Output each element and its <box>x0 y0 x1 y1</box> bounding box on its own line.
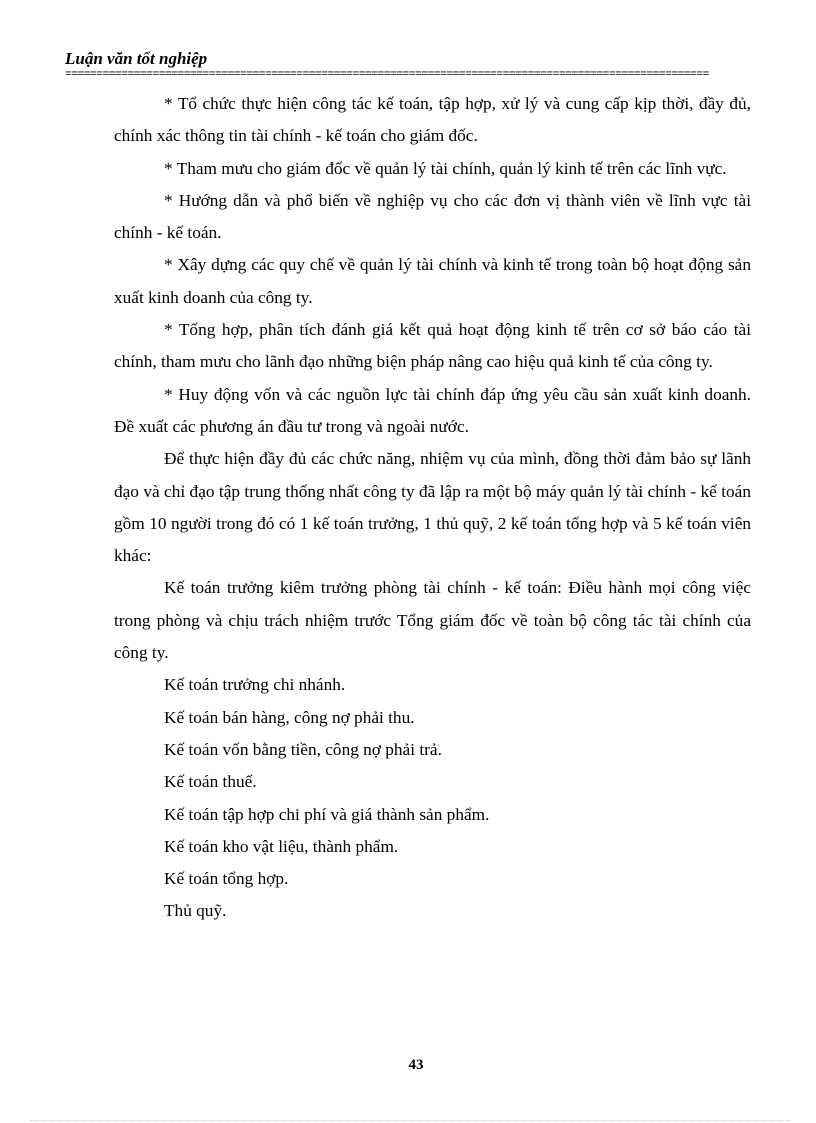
header-rule: ======================================================================================================= <box>65 69 709 81</box>
page-number: 43 <box>408 1057 424 1073</box>
page-header-title: Luận văn tốt nghiệp <box>65 49 208 68</box>
list-item: Kế toán tổng hợp. <box>164 869 289 889</box>
paragraph: * Tổ chức thực hiện công tác kế toán, tập hợp, xử lý và cung cấp kịp thời, đầy đủ, chính xác thông tin tài chính - kế toán cho giám đốc. <box>114 94 751 146</box>
list-item: Thủ quỹ. <box>164 901 227 921</box>
paragraph: * Hướng dẫn và phổ biến về nghiệp vụ cho các đơn vị thành viên về lĩnh vực tài chính - kế toán. <box>114 190 751 243</box>
list-item: Kế toán thuế. <box>164 772 257 792</box>
list-item: Kế toán trưởng chi nhánh. <box>164 675 346 695</box>
list-item: Kế toán vốn bằng tiền, công nợ phải trả. <box>164 739 442 759</box>
paragraph: * Tổng hợp, phân tích đánh giá kết quả hoạt động kinh tế trên cơ sở báo cáo tài chính, tham mưu cho lãnh đạo những biện pháp nâng cao hiệu quả kinh tế của công ty. <box>114 320 751 372</box>
body-text <box>114 88 751 928</box>
paragraph: * Tham mưu cho giám đốc về quản lý tài chính, quản lý kinh tế trên các lĩnh vực. <box>164 158 727 178</box>
bottom-border <box>30 1120 790 1121</box>
list-item: Kế toán kho vật liệu, thành phẩm. <box>164 836 399 856</box>
paragraph: Để thực hiện đầy đủ các chức năng, nhiệm vụ của mình, đồng thời đảm bảo sự lãnh đạo và chỉ đạo tập trung thống nhất công ty đã lập ra một bộ máy quản lý tài chính - kế toán gồm 10 người trong đó có 1 kế toán trưởng, 1 thủ quỹ, 2 kế toán tổng hợp và 5 kế toán viên khác: <box>114 449 751 566</box>
paragraph: Kế toán trưởng kiêm trưởng phòng tài chính - kế toán: Điều hành mọi công việc trong phòng và chịu trách nhiệm trước Tổng giám đốc về toàn bộ công tác tài chính của công ty. <box>114 578 751 663</box>
paragraph: * Huy động vốn và các nguồn lực tài chính đáp ứng yêu cầu sản xuất kinh doanh. Đề xuất các phương án đầu tư trong và ngoài nước. <box>114 384 751 436</box>
paragraph: * Xây dựng các quy chế về quản lý tài chính và kinh tế trong toàn bộ hoạt động sản xuất kinh doanh của công ty. <box>114 255 751 307</box>
list-item: Kế toán bán hàng, công nợ phải thu. <box>164 707 415 727</box>
list-item: Kế toán tập hợp chi phí và giá thành sản phẩm. <box>164 804 490 824</box>
